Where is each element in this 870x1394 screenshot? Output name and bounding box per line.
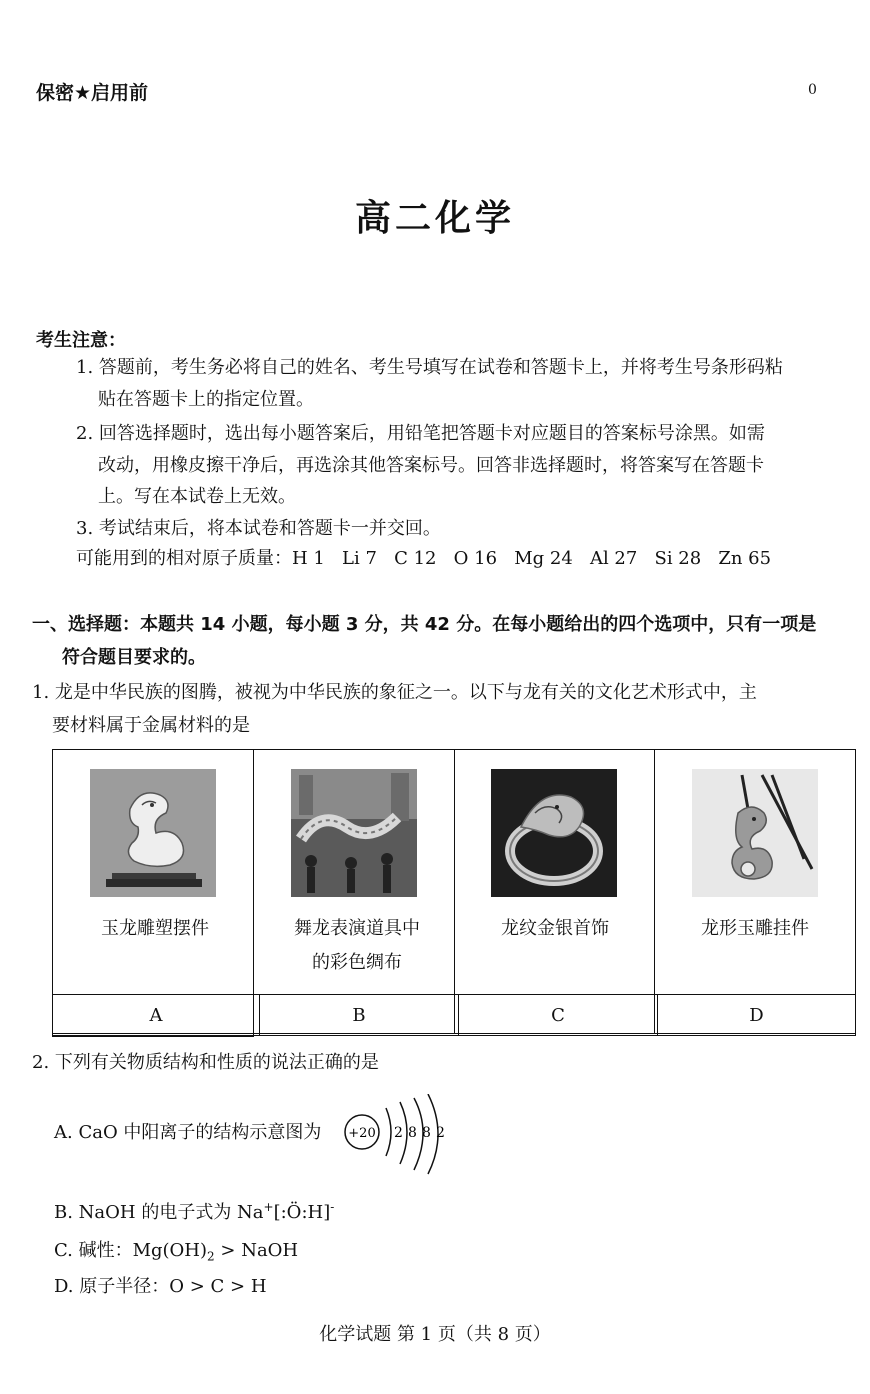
calcium-ion-structure-diagram	[340, 1094, 450, 1176]
option-d-caption-line-1: 龙形玉雕挂件	[701, 918, 809, 939]
question-1-line-2: 要材料属于金属材料的是	[52, 715, 250, 736]
option-a-text: A. CaO 中阳离子的结构示意图为	[54, 1122, 322, 1143]
notice-item-1-line-2: 贴在答题卡上的指定位置。	[98, 389, 314, 410]
option-d-letter: D	[749, 1004, 764, 1026]
question-2-option-c	[54, 1236, 298, 1264]
option-c-text-pre: C. 碱性：Mg(OH)	[54, 1240, 208, 1261]
question-2-option-d: D. 原子半径：O > C > H	[54, 1276, 267, 1297]
notice-heading: 考生注意：	[36, 330, 126, 351]
question-2-stem: 2. 下列有关物质结构和性质的说法正确的是	[32, 1052, 379, 1073]
page-title: 高二化学	[354, 197, 515, 239]
notice-item-2-line-3: 上。写在本试卷上无效。	[98, 486, 296, 507]
jade-dragon-sculpture-image	[90, 769, 216, 897]
option-b-caption	[258, 912, 456, 980]
option-c-caption	[456, 912, 654, 946]
option-b-text: B. NaOH 的电子式为 Na	[54, 1202, 264, 1223]
section-1-heading	[32, 608, 862, 674]
nucleus-charge: +20	[348, 1126, 376, 1141]
jade-dragon-pendant-image	[692, 769, 818, 897]
option-c-caption-line-1: 龙纹金银首饰	[501, 918, 609, 939]
question-2-option-a	[54, 1118, 321, 1144]
dragon-dance-image	[291, 769, 417, 897]
page-footer: 化学试题 第 1 页（共 8 页）	[319, 1324, 551, 1345]
notice-item-2-line-1: 2. 回答选择题时，选出每小题答案后，用铅笔把答题卡对应题目的答案标号涂黑。如需	[76, 423, 765, 444]
dragon-ring-image	[491, 769, 617, 897]
option-c-text-post: > NaOH	[214, 1240, 299, 1261]
confidential-label: 保密★启用前	[36, 82, 149, 104]
option-b-caption-line-2: 的彩色绸布	[312, 952, 402, 973]
option-d-cell	[655, 750, 856, 1034]
shell-4-electrons: 2	[436, 1125, 445, 1141]
option-a-cell	[53, 750, 254, 1034]
question-1-line-1: 1. 龙是中华民族的图腾，被视为中华民族的象征之一。以下与龙有关的文化艺术形式中，主	[32, 682, 757, 703]
option-c-subscript: 2	[207, 1249, 215, 1264]
option-b-caption-line-1: 舞龙表演道具中	[294, 918, 420, 939]
option-d-caption	[654, 912, 856, 946]
notice-item-1-line-1: 1. 答题前，考生务必将自己的姓名、考生号填写在试卷和答题卡上，并将考生号条形码粘	[76, 357, 783, 378]
notice-item-3: 3. 考试结束后，将本试卷和答题卡一并交回。	[76, 518, 441, 539]
option-letter-row	[52, 994, 856, 1036]
option-b-electron-formula: [:Ö:H]	[273, 1202, 331, 1223]
shell-3-electrons: 8	[422, 1125, 431, 1141]
shell-1-electrons: 2	[394, 1125, 403, 1141]
atomic-masses: 可能用到的相对原子质量：H 1 Li 7 C 12 O 16 Mg 24 Al 27 Si 28 Zn 65	[76, 548, 772, 569]
question-2-option-b	[54, 1198, 334, 1224]
option-c-cell	[454, 750, 655, 1034]
shell-2-electrons: 8	[408, 1125, 417, 1141]
section-1-line-1: 一、选择题：本题共 14 小题，每小题 3 分，共 42 分。在每小题给出的四个选项中，只有一项是	[32, 614, 817, 635]
option-a-caption	[52, 912, 258, 946]
question-1-stem	[32, 676, 862, 742]
option-b-letter: B	[260, 995, 459, 1035]
option-a-caption-line-1: 玉龙雕塑摆件	[101, 918, 209, 939]
corner-mark: 0	[808, 82, 817, 98]
option-b-plus: +	[263, 1200, 274, 1214]
option-c-letter: C	[459, 995, 658, 1035]
option-b-cell	[253, 750, 454, 1034]
option-b-minus: -	[330, 1200, 335, 1214]
section-1-line-2: 符合题目要求的。	[62, 647, 206, 668]
notice-item-2-line-2: 改动，用橡皮擦干净后，再选涂其他答案标号。回答非选择题时，将答案写在答题卡	[98, 455, 764, 476]
option-a-letter: A	[53, 995, 260, 1035]
